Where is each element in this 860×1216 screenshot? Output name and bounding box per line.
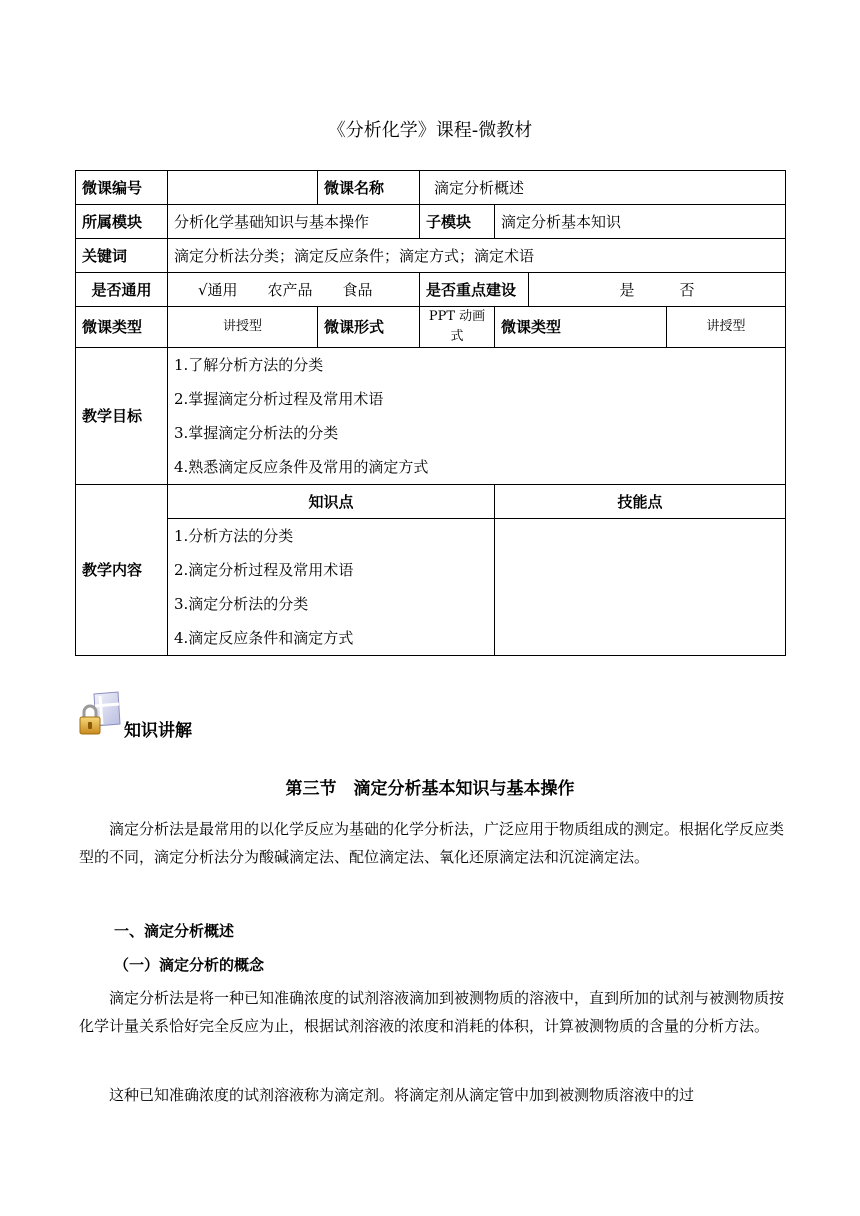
knowledge-item: 3.滴定分析法的分类: [174, 595, 309, 613]
document-title: 《分析化学》课程-微教材: [327, 120, 533, 141]
goal-item: 4.熟悉滴定反应条件及常用的滴定方式: [174, 458, 429, 476]
skills-cell: [495, 519, 786, 656]
knowledge-header: 知识点: [168, 485, 495, 519]
goal-item: 3.掌握滴定分析法的分类: [174, 424, 339, 442]
goals-label: 教学目标: [76, 348, 168, 485]
paragraph-2: 滴定分析法是将一种已知准确浓度的试剂溶液滴加到被测物质的溶液中，直到所加的试剂与被测物质按化学计量关系恰好完全反应为止，根据试剂溶液的浓度和消耗的体积，计算被测物质的含量的分析方法。: [79, 989, 785, 1035]
general-label: 是否通用: [76, 273, 168, 307]
form-value: PPT 动画式: [420, 307, 495, 348]
subheading-2: （一）滴定分析的概念: [114, 956, 265, 974]
submodule-label: 子模块: [420, 205, 495, 239]
knowledge-list: [168, 519, 495, 656]
type-label: 微课类型: [76, 307, 168, 348]
module-label: 所属模块: [76, 205, 168, 239]
course-name-value: 滴定分析概述: [420, 171, 786, 205]
subheading-1: 一、滴定分析概述: [114, 922, 235, 940]
course-id-label: 微课编号: [76, 171, 168, 205]
module-value: 分析化学基础知识与基本操作: [168, 205, 420, 239]
section-label: 知识讲解: [124, 721, 192, 741]
key-build-label: 是否重点建设: [420, 273, 529, 307]
skills-header: 技能点: [495, 485, 786, 519]
general-value: √通用 农产品 食品: [168, 273, 420, 307]
paragraph-1: 滴定分析法是最常用的以化学反应为基础的化学分析法，广泛应用于物质组成的测定。根据化学反应类型的不同，滴定分析法分为酸碱滴定法、配位滴定法、氧化还原滴定法和沉淀滴定法。: [79, 820, 785, 866]
keywords-label: 关键词: [76, 239, 168, 273]
keywords-value: 滴定分析法分类；滴定反应条件；滴定方式；滴定术语: [168, 239, 786, 273]
type-value: 讲授型: [168, 307, 318, 348]
goal-item: 1.了解分析方法的分类: [174, 356, 324, 374]
type-value-2: 讲授型: [667, 307, 786, 348]
knowledge-item: 4.滴定反应条件和滴定方式: [174, 629, 354, 647]
goal-item: 2.掌握滴定分析过程及常用术语: [174, 390, 384, 408]
section-heading: 第三节 滴定分析基本知识与基本操作: [285, 779, 575, 799]
goals-list: [168, 348, 786, 485]
course-id-value: [168, 171, 318, 205]
course-info-table: [75, 170, 786, 656]
course-name-label: 微课名称: [318, 171, 420, 205]
lock-document-icon: [78, 690, 124, 738]
paragraph-3: 这种已知准确浓度的试剂溶液称为滴定剂。将滴定剂从滴定管中加到被测物质溶液中的过: [109, 1086, 695, 1104]
content-label: 教学内容: [76, 485, 168, 656]
type-label-2: 微课类型: [495, 307, 667, 348]
submodule-value: 滴定分析基本知识: [495, 205, 786, 239]
form-label: 微课形式: [318, 307, 420, 348]
knowledge-item: 2.滴定分析过程及常用术语: [174, 561, 354, 579]
key-build-value: 是 否: [529, 273, 786, 307]
knowledge-item: 1.分析方法的分类: [174, 527, 294, 545]
